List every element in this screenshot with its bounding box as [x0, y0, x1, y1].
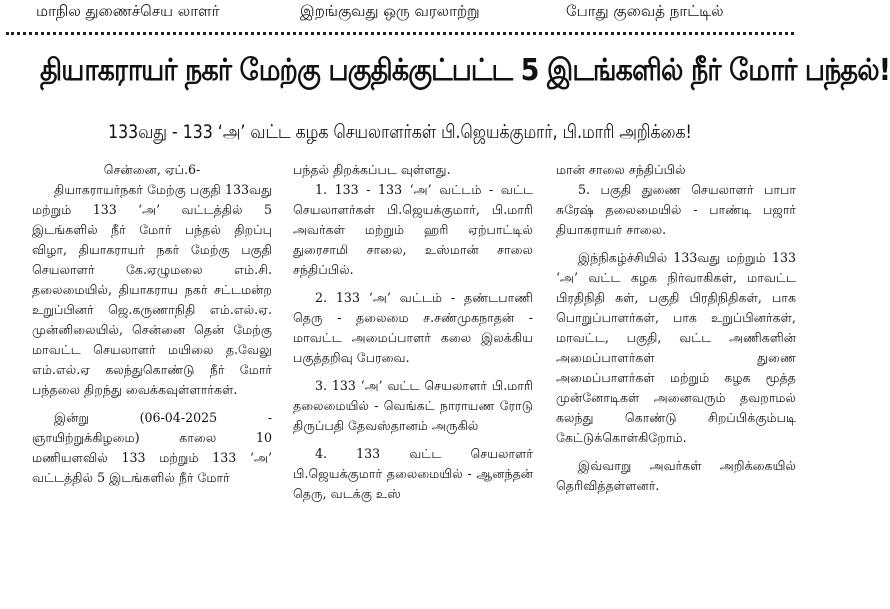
paragraph: மான் சாலை சந்திப்பில் [556, 162, 686, 177]
article-column-2 [293, 160, 533, 504]
previous-article-text-middle: இறங்குவது ஒரு வரலாற்று [300, 2, 480, 20]
paragraph: தியாகராயர்நகர் மேற்கு பகுதி 133வது மற்றும் 133 ‘அ’ வட்டத்தில் 5 இடங்களில் நீர் மோர் பந்தல் திறப்பு விழா, தியாகராயர் நகர் மேற்கு பகுதி செயலாளர் கே.ஏழுமலை எம்.சி. தலைமையில், தியாகராய நகர் சட்டமன்ற உறுப்பினர் ஜெ.கருணாநிதி எம்.எல்.ஏ. முன்னிலையில், சென்னை தென் மேற்கு மாவட்ட செயலாளர் மயிலை த.வேலு எம்.எல்.ஏ கலந்துகொண்டு நீர் மோர் பந்தலை திறந்து வைக்கவுள்ளார்கள். [32, 182, 272, 397]
list-item: 5. பகுதி துணை செயலாளர் பாபா சுரேஷ் தலைமையில் - பாண்டி பஜார் தியாகராயர் சாலை. [556, 182, 796, 237]
paragraph: இன்று (06-04-2025 - ஞாயிற்றுக்கிழமை) காலை 10 மணியளவில் 133 மற்றும் 133 ‘அ’ வட்டத்தில் 5 இடங்களில் நீர் மோர் [32, 410, 272, 485]
article-column-3 [556, 160, 796, 496]
subheadline: 133வது - 133 ‘அ’ வட்ட கழக செயலாளர்கள் பி.ஜெயக்குமார், பி.மாரி அறிக்கை! [108, 121, 692, 143]
list-item: 3. 133 ‘அ’ வட்ட செயலாளர் பி.மாரி தலைமையில் - வெங்கட் நாராயண ரோடு திருப்பதி தேவஸ்தானம் அருகில் [293, 378, 533, 433]
previous-article-text-left: மாநில துணைச்செய லாளர் [36, 2, 220, 20]
headline: தியாகராயர் நகர் மேற்கு பகுதிக்குட்பட்ட 5 இடங்களில் நீர் மோர் பந்தல்! [40, 53, 890, 88]
list-item: 2. 133 ‘அ’ வட்டம் - தண்டபாணி தெரு - தலைமை ச.சண்முகநாதன் - மாவட்ட அமைப்பாளர் கலை இலக்கிய பகுத்தறிவு பேரவை. [293, 290, 533, 365]
article-column-1 [32, 160, 272, 488]
previous-article-text-right: போது குவைத் நாட்டில் [566, 2, 724, 20]
paragraph: இவ்வாறு அவர்கள் அறிக்கையில் தெரிவித்தள்ளனர். [556, 458, 796, 493]
dateline: சென்னை, ஏப்.6- [103, 162, 201, 177]
top-dotted-rule [6, 32, 794, 35]
previous-article-strip [0, 0, 800, 30]
paragraph: பந்தல் திறக்கப்பட வுள்ளது. [293, 162, 451, 177]
paragraph: இந்நிகழ்ச்சியில் 133வது மற்றும் 133 ‘அ’ வட்ட கழக நிர்வாகிகள், மாவட்ட பிரதிநிதி கள், பகுதி பிரதிநிதிகள், பாக பொறுப்பாளர்கள், பாக உறுப்பினர்கள், மாவட்ட, பகுதி, வட்ட அணிகளின் அமைப்பாளர்கள் துணை அமைப்பாளர்கள் மற்றும் கழக மூத்த முன்னோடிகள் அனைவரும் தவறாமல் கலந்து கொண்டு சிறப்பிக்கும்படி கேட்டுக்கொள்கிறோம். [556, 250, 796, 445]
list-item: 1. 133 - 133 ‘அ’ வட்டம் - வட்ட செயலாளர்கள் பி.ஜெயக்குமார், பி.மாரி அவர்கள் மற்றும் ஹரி ஏற்பாட்டில் துரைசாமி சாலை, உஸ்மான் சாலை சந்திப்பில். [293, 182, 533, 277]
list-item: 4. 133 வட்ட செயலாளர் பி.ஜெயக்குமார் தலைமையில் - ஆனந்தன் தெரு, வடக்கு உஸ் [293, 446, 533, 501]
